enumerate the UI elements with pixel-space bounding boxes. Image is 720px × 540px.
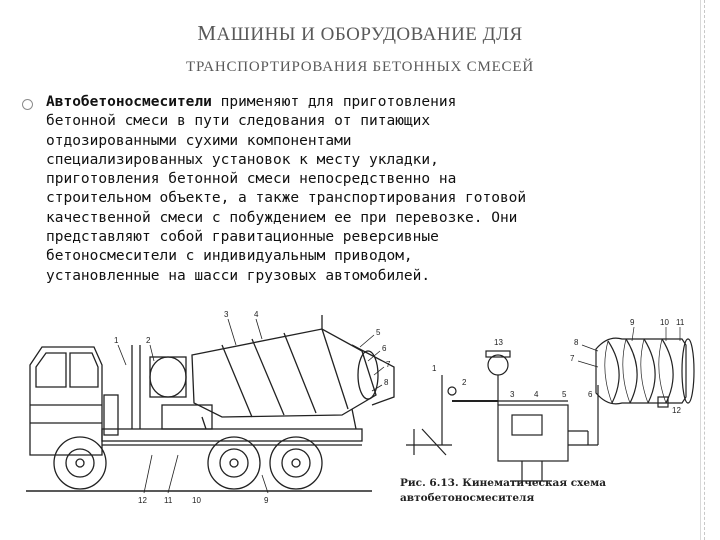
scheme-callout-label: 2	[462, 378, 467, 387]
mixer-truck-drawing	[26, 315, 394, 493]
scheme-callout-label: 12	[672, 406, 681, 415]
bullet-line: приготовления бетонной смеси непосредственно на	[46, 171, 457, 188]
callout-label: 1	[114, 336, 119, 345]
scheme-callout-label: 13	[494, 338, 503, 347]
bullet-line: представляют собой гравитационные реверсивные	[46, 229, 439, 246]
bullet-line: качественной смеси с побуждением ее при перевозке. Они	[46, 209, 518, 226]
bullet-circle-icon	[22, 99, 33, 110]
bullet-paragraph	[46, 93, 646, 286]
callout-label: 7	[386, 360, 391, 369]
scheme-callout-label: 7	[570, 354, 575, 363]
callout-label: 10	[192, 496, 201, 505]
figure-caption: Рис. 6.13. Кинематическая схема автобетоносмесителя	[400, 477, 607, 504]
callout-label: 2	[146, 336, 151, 345]
title-line-2: ТРАНСПОРТИРОВАНИЯ БЕТОННЫХ СМЕСЕЙ	[186, 59, 534, 75]
scheme-callout-label: 10	[660, 318, 669, 327]
slide-frame-edge	[704, 0, 706, 540]
callout-label: 4	[254, 310, 259, 319]
bullet-line-1	[46, 93, 646, 112]
callout-label: 6	[382, 344, 387, 353]
callout-label: 5	[376, 328, 381, 337]
title-line-1	[40, 18, 680, 50]
scheme-callout-label: 6	[588, 390, 593, 399]
bullet-line: установленные на шасси грузовых автомобилей.	[46, 267, 431, 284]
title-capital: М	[197, 21, 217, 45]
bullet-line: строительном объекте, а также транспортирования готовой	[46, 190, 527, 207]
callout-label: 8	[384, 378, 389, 387]
bullet-line: специализированных установок к месту укладки,	[46, 151, 439, 168]
slide-title	[40, 18, 680, 84]
bullet-term: Автобетоносмесители	[46, 94, 212, 110]
scheme-callout-label: 8	[574, 338, 579, 347]
scheme-callout-label: 11	[676, 318, 685, 327]
scheme-callout-label: 5	[562, 390, 567, 399]
scheme-callout-label: 3	[510, 390, 515, 399]
callout-label: 11	[164, 496, 173, 505]
bullet-line-1-text: применяют для приготовления	[211, 94, 457, 110]
scheme-callout-label: 1	[432, 364, 437, 373]
bullet-line: отдозированными сухими компонентами	[46, 132, 352, 149]
bullet-line: бетоносмесители с индивидуальным приводом,	[46, 248, 413, 265]
callout-label: 3	[224, 310, 229, 319]
callout-label: 12	[138, 496, 147, 505]
title-line-1-text: АШИНЫ И ОБОРУДОВАНИЕ ДЛЯ	[216, 24, 523, 45]
scheme-callout-label: 9	[630, 318, 635, 327]
kinematic-scheme-drawing	[406, 327, 694, 481]
scheme-callout-label: 4	[534, 390, 539, 399]
bullet-line: бетонной смеси в пути следования от питающих	[46, 113, 431, 130]
callout-label: 9	[264, 496, 269, 505]
